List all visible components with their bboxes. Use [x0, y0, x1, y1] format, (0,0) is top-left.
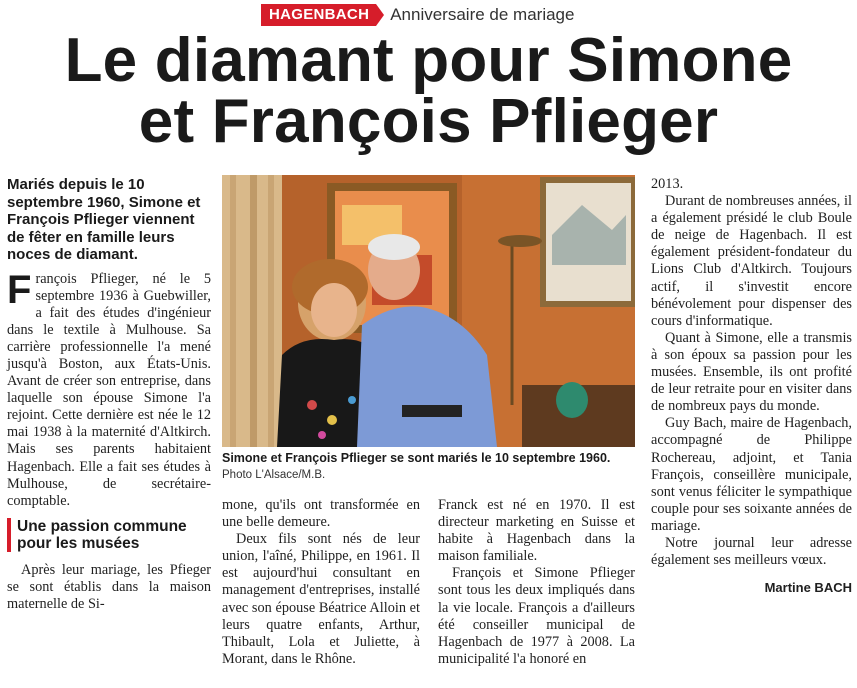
- paragraph: Quant à Simone, elle a transmis à son époux sa passion pour les musées. Ensemble, ils ont profité de leur retraite pour en visiter dans de nombreux pays du monde.: [651, 329, 852, 415]
- paragraph: Après leur mariage, les Pfieger se sont établis dans la maison maternelle de Si-: [7, 561, 211, 612]
- photo-caption: [222, 450, 635, 483]
- column-2: [222, 497, 420, 668]
- paragraph: [7, 267, 211, 510]
- headline-line2: et François Pflieger: [138, 87, 719, 156]
- paragraph: Franck est né en 1970. Il est directeur marketing en Suisse et habite à Hagenbach dans la maison familiale.: [438, 497, 635, 565]
- lead-paragraph: Mariés depuis le 10 septembre 1960, Simone et François Pflieger viennent de fêter en famille leurs noces de diamant.: [7, 176, 201, 263]
- photo-credit: Photo L'Alsace/M.B.: [222, 469, 326, 481]
- paragraph: mone, qu'ils ont transformée en une belle demeure.: [222, 497, 420, 531]
- paragraph: Durant de nombreuses années, il a également présidé le club Boule de neige de Hagenbach. Il est également président-fondateur du Lions Club d'Altkirch. Toujours actif, il s'investit encore bénévolement pour dispenser des cours d'informatique.: [651, 193, 852, 329]
- column-4: [651, 176, 852, 596]
- paragraph: Deux fils sont nés de leur union, l'aîné, Philippe, en 1961. Il est aujourd'hui consultant en management d'entreprises, installé avec son épouse Béatrice Alloin et leurs quatre enfants, Arthur, Thibault, Lola et Juliette, à Morant, dans le Rhône.: [222, 531, 420, 667]
- paragraph: Guy Bach, maire de Hagenbach, accompagné de Philippe Rochereau, adjoint, et Tania François, conseillère municipale, sont venus féliciter le sympathique couple pour ses soixante années de mariage.: [651, 415, 852, 534]
- paragraph: Notre journal leur adresse également ses meilleurs vœux.: [651, 534, 852, 569]
- kicker-arrow-icon: [376, 4, 384, 26]
- headline: [0, 26, 857, 156]
- kicker: [261, 4, 574, 26]
- paragraph: 2013.: [651, 176, 684, 192]
- column-3: [438, 497, 635, 668]
- paragraph-text: rançois Pflieger, né le 5 septembre 1936 à Guebwiller, a fait des études d'ingénieur dans le textile à Mulhouse. Sa carrière professionnelle l'a mené jusqu'à Boston, aux États-Unis. Avant de créer son entreprise, dans laquelle son épouse Simone l'a rejoint. Cette dernière est née le 12 mai 1938 à la maternité d'Altkirch. Mais ses parents habitaient Hagenbach. Elle a fait ses études à Mulhouse, de secrétaire-comptable.: [7, 270, 211, 509]
- caption-text: Simone et François Pflieger se sont mariés le 10 septembre 1960.: [222, 451, 611, 465]
- paragraph: François et Simone Pflieger sont tous les deux impliqués dans la vie locale. François a d'ailleurs été conseiller municipal de Hagenbach de 1977 à 2008. La municipalité l'a honoré en: [438, 565, 635, 667]
- couple-photo: [222, 175, 635, 447]
- kicker-place: HAGENBACH: [261, 4, 376, 26]
- column-1: [7, 176, 211, 613]
- dropcap: F: [7, 267, 32, 312]
- subheading: Une passion commune pour les musées: [7, 518, 211, 552]
- author-signature: Martine BACH: [764, 580, 852, 596]
- headline-line1: Le diamant pour Simone: [64, 26, 793, 95]
- kicker-topic: Anniversaire de mariage: [390, 5, 575, 24]
